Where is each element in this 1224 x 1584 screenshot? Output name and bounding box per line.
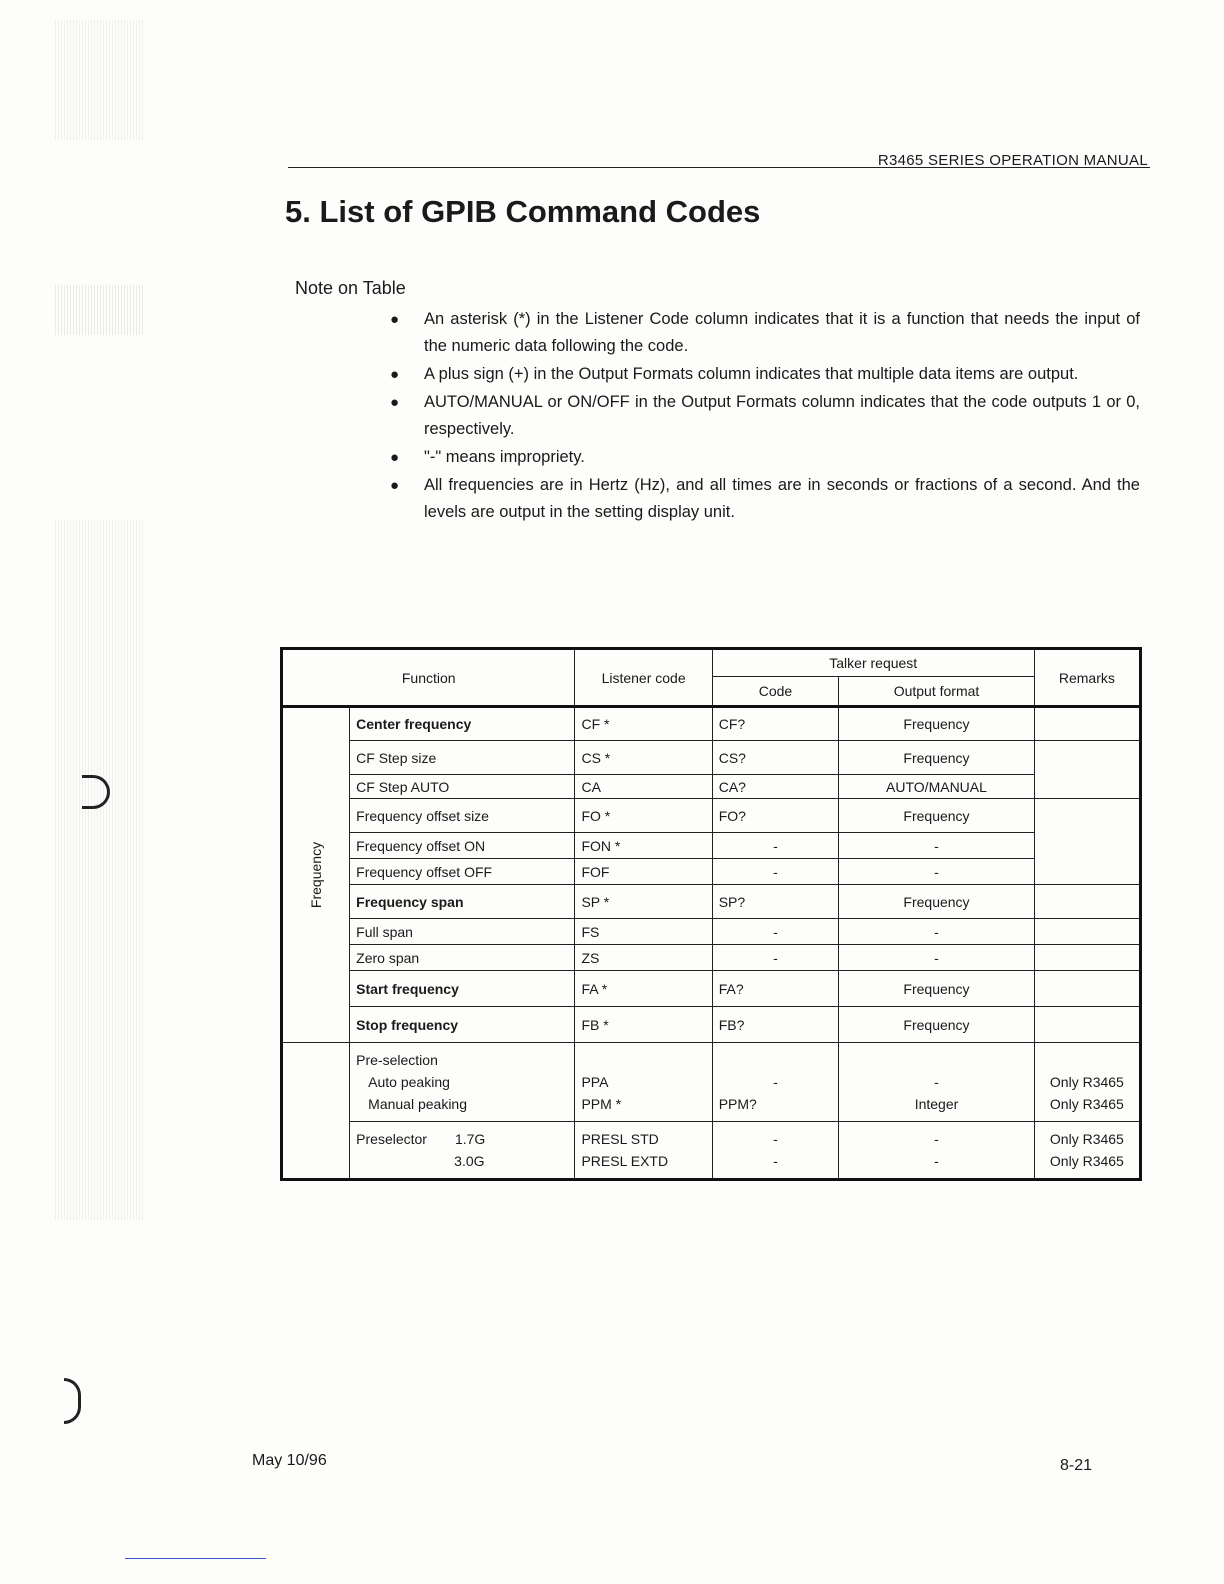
listener-cell: FB * [575, 1007, 712, 1043]
remarks-cell: Only R3465 Only R3465 [1034, 1043, 1140, 1122]
header-talker-request: Talker request [712, 649, 1034, 677]
function-cell: Stop frequency [350, 1007, 575, 1043]
code-cell: CS? [712, 741, 839, 775]
preselector-label: Preselector [356, 1131, 427, 1147]
function-cell: Frequency offset size [350, 799, 575, 833]
function-cell: Full span [350, 919, 575, 945]
table-row [282, 885, 1141, 919]
listener-cell: FON * [575, 833, 712, 859]
remarks-cell [1034, 707, 1140, 741]
code-cell: SP? [712, 885, 839, 919]
gpib-command-table [280, 647, 1142, 1181]
remarks-cell: Only R3465 Only R3465 [1034, 1122, 1140, 1180]
remarks-cell [1034, 885, 1140, 919]
header-listener-code: Listener code [575, 649, 712, 707]
listener-cell: FOF [575, 859, 712, 885]
listener-cell: CF * [575, 707, 712, 741]
format-cell: - - [839, 1122, 1035, 1180]
table-row [282, 859, 1141, 885]
format-cell: Frequency [839, 799, 1035, 833]
format-cell: Frequency [839, 971, 1035, 1007]
code-cell: - [712, 919, 839, 945]
remarks-cell [1034, 799, 1140, 885]
scan-edge-texture [55, 20, 145, 140]
code-cell: CF? [712, 707, 839, 741]
header-output-format: Output format [839, 677, 1035, 707]
category-label: Frequency [282, 707, 350, 1043]
table-row [282, 1043, 1141, 1122]
listener-cell: CS * [575, 741, 712, 775]
function-cell: Zero span [350, 945, 575, 971]
format-cell: - [839, 859, 1035, 885]
code-cell: FO? [712, 799, 839, 833]
note-heading: Note on Table [295, 278, 406, 298]
listener-cell: FO * [575, 799, 712, 833]
note-item: ● AUTO/MANUAL or ON/OFF in the Output Formats column indicates that the code outputs 1 or 0, respectively. [388, 389, 1140, 443]
scan-edge-texture [55, 285, 145, 335]
function-cell: Frequency offset OFF [350, 859, 575, 885]
format-cell: - [839, 919, 1035, 945]
code-cell: - [712, 945, 839, 971]
function-cell: Start frequency [350, 971, 575, 1007]
table-row [282, 945, 1141, 971]
format-cell: - [839, 945, 1035, 971]
function-cell: Frequency span [350, 885, 575, 919]
code-cell: FB? [712, 1007, 839, 1043]
remarks-cell [1034, 971, 1140, 1007]
page-number: 8-21 [1060, 1457, 1093, 1474]
table-row [282, 799, 1141, 833]
remarks-cell [1034, 945, 1140, 971]
function-cell: Preselector 1.7G 3.0G [350, 1122, 575, 1180]
bullet-icon: ● [390, 311, 400, 328]
footer-link-rule [125, 1558, 266, 1559]
listener-cell: SP * [575, 885, 712, 919]
code-cell: CA? [712, 775, 839, 799]
function-cell [350, 1043, 575, 1122]
footer-date: May 10/96 [252, 1452, 327, 1469]
listener-cell: PPA PPM * [575, 1043, 712, 1122]
function-cell: Frequency offset ON [350, 833, 575, 859]
code-cell: - - [712, 1122, 839, 1180]
format-cell: - [839, 833, 1035, 859]
format-cell: - Integer [839, 1043, 1035, 1122]
listener-cell: FA * [575, 971, 712, 1007]
function-cell: CF Step AUTO [350, 775, 575, 799]
note-item: ● An asterisk (*) in the Listener Code column indicates that it is a function that needs the input of the numeric data following the code. [388, 306, 1140, 360]
header-function: Function [282, 649, 575, 707]
code-cell: FA? [712, 971, 839, 1007]
table-row [282, 833, 1141, 859]
category-continuation [282, 1043, 350, 1180]
remarks-cell [1034, 919, 1140, 945]
header-remarks: Remarks [1034, 649, 1140, 707]
table-row [282, 707, 1141, 741]
note-item: ● "-" means impropriety. [388, 444, 1140, 471]
note-list [388, 306, 1140, 527]
binder-hole-mark [64, 1378, 81, 1424]
code-cell: - [712, 859, 839, 885]
table-row [282, 1122, 1141, 1180]
listener-cell: PRESL STD PRESL EXTD [575, 1122, 712, 1180]
function-cell: CF Step size [350, 741, 575, 775]
auto-peaking-label: Auto peaking [368, 1074, 450, 1090]
preselection-title: Pre-selection [356, 1052, 438, 1068]
listener-cell: ZS [575, 945, 712, 971]
format-cell: Frequency [839, 885, 1035, 919]
format-cell: AUTO/MANUAL [839, 775, 1035, 799]
table-row [282, 919, 1141, 945]
table-row [282, 741, 1141, 775]
scan-edge-texture [55, 520, 145, 1220]
listener-cell: FS [575, 919, 712, 945]
remarks-cell [1034, 741, 1140, 799]
code-cell: - PPM? [712, 1043, 839, 1122]
listener-cell: CA [575, 775, 712, 799]
table-row [282, 1007, 1141, 1043]
bullet-icon: ● [390, 449, 400, 466]
bullet-icon: ● [390, 477, 400, 494]
table-row [282, 971, 1141, 1007]
format-cell: Frequency [839, 741, 1035, 775]
header-code: Code [712, 677, 839, 707]
bullet-icon: ● [390, 394, 400, 411]
note-item: ● All frequencies are in Hertz (Hz), and all times are in seconds or fractions of a second. And the levels are output in the setting display unit. [388, 472, 1140, 526]
section-title: 5. List of GPIB Command Codes [285, 194, 761, 229]
manual-title: R3465 SERIES OPERATION MANUAL [877, 152, 1148, 169]
remarks-cell [1034, 1007, 1140, 1043]
code-cell: - [712, 833, 839, 859]
format-cell: Frequency [839, 1007, 1035, 1043]
bullet-icon: ● [390, 366, 400, 383]
function-cell: Center frequency [350, 707, 575, 741]
format-cell: Frequency [839, 707, 1035, 741]
note-item: ● A plus sign (+) in the Output Formats column indicates that multiple data items are output. [388, 361, 1140, 388]
table-row [282, 775, 1141, 799]
manual-peaking-label: Manual peaking [368, 1096, 468, 1112]
